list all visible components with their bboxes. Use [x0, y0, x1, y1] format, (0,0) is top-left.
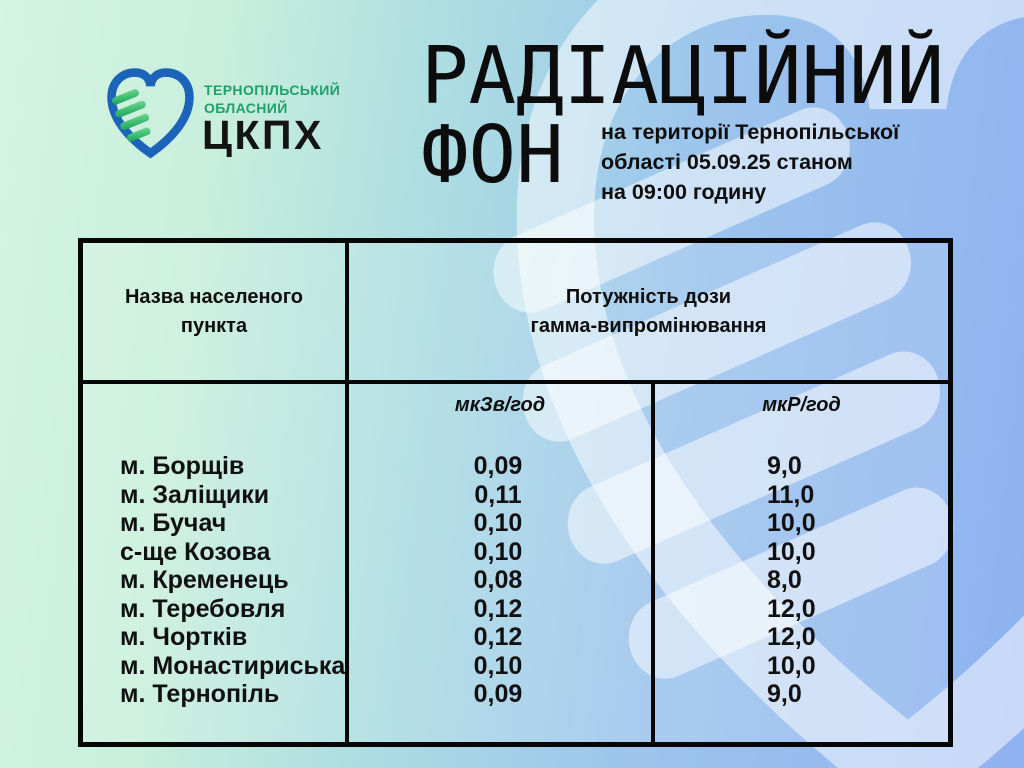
subtitle-line2: області 05.09.25 станом [601, 150, 853, 174]
org-name-line1: ТЕРНОПІЛЬСЬКИЙ [204, 82, 341, 98]
table-row [83, 481, 948, 510]
unit-usv-label: мкЗв/год [454, 394, 546, 416]
usv-value-cell: 0,11 [474, 480, 522, 509]
page-title-line1: РАДІАЦІЙНИЙ [421, 30, 945, 122]
city-name-cell: м. Монастириська [120, 651, 346, 680]
city-name-cell: м. Тернопіль [120, 680, 280, 708]
usv-value-cell: 0,09 [473, 452, 523, 480]
usv-value-cell: 0,09 [473, 680, 523, 708]
page-title-line2: ФОН [421, 109, 564, 201]
unit-ur-label: мкР/год [762, 394, 841, 416]
ur-value-cell: 10,0 [767, 537, 816, 566]
ur-value-cell: 12,0 [767, 623, 816, 651]
header-dose-line2: гамма-випромінювання [530, 314, 767, 337]
ur-value-cell: 9,0 [767, 680, 802, 708]
org-abbr: ЦКПХ [202, 112, 324, 158]
ur-value-cell: 10,0 [767, 509, 816, 537]
usv-value-cell: 0,08 [473, 566, 523, 594]
ur-value-cell: 11,0 [767, 480, 815, 509]
ur-value-cell: 9,0 [767, 452, 802, 480]
ur-value-cell: 8,0 [767, 566, 802, 594]
header-divider [83, 380, 948, 384]
city-name-cell: м. Кременець [120, 566, 289, 594]
table-row [83, 652, 948, 681]
header-settlement-line2: пункта [180, 314, 248, 337]
usv-value-cell: 0,10 [473, 537, 523, 566]
city-name-cell: м. Бучач [120, 509, 227, 537]
table-header-dose [349, 243, 948, 380]
table-row [83, 623, 948, 652]
table-header-settlement [83, 243, 345, 380]
table-row [83, 538, 948, 567]
subtitle-line3: на 09:00 годину [601, 180, 767, 204]
city-name-cell: с-ще Козова [120, 537, 271, 566]
ur-value-cell: 10,0 [767, 651, 816, 680]
ur-value-cell: 12,0 [767, 594, 816, 623]
table-row [83, 509, 948, 538]
usv-value-cell: 0,10 [473, 651, 523, 680]
subtitle-line1: на території Тернопільської [601, 120, 900, 144]
city-name-cell: м. Заліщики [120, 480, 270, 509]
org-shield-icon [103, 63, 198, 160]
table-body [83, 452, 948, 709]
org-name-line2: ОБЛАСНИЙ [204, 100, 288, 116]
header-dose-line1: Потужність дози [565, 285, 732, 308]
table-row [83, 680, 948, 709]
table-row [83, 452, 948, 481]
table-row [83, 595, 948, 624]
usv-value-cell: 0,10 [473, 509, 523, 537]
radiation-table [78, 238, 953, 747]
page-subtitle [601, 117, 899, 207]
city-name-cell: м. Теребовля [120, 594, 286, 623]
city-name-cell: м. Борщів [120, 452, 245, 480]
usv-value-cell: 0,12 [473, 594, 523, 623]
header-settlement-line1: Назва населеного [124, 285, 304, 308]
table-row [83, 566, 948, 595]
city-name-cell: м. Чортків [120, 623, 248, 651]
usv-value-cell: 0,12 [473, 623, 523, 651]
